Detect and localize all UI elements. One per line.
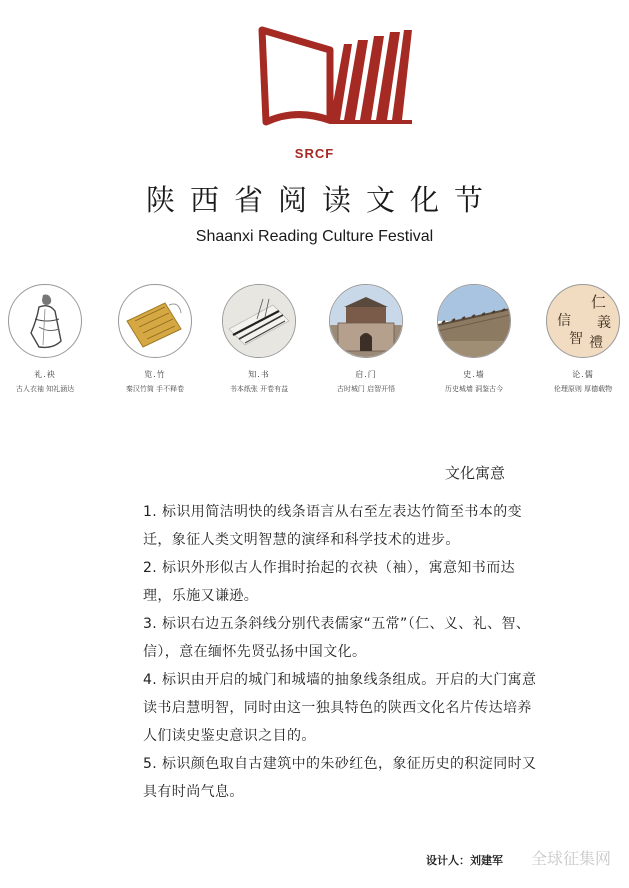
char-ren: 仁 <box>591 293 607 311</box>
festival-title-en: Shaanxi Reading Culture Festival <box>195 228 434 245</box>
virtue-characters-icon <box>546 284 620 358</box>
designer-credit: 设计人：刘建军 <box>426 854 503 867</box>
concept-item-zhi <box>204 284 314 394</box>
meaning-point: 1. 标识用简洁明快的线条语言从右至左表达竹简至书本的变迁，象征人类文明智慧的演绎和科学技术的进步。 <box>143 504 523 548</box>
char-li: 禮 <box>589 335 603 351</box>
concept-name: 启.门 <box>355 370 377 379</box>
srcf-logo <box>252 22 418 154</box>
meaning-point: 5. 标识颜色取自古建筑中的朱砂红色，象征历史的积淀同时又具有时尚气息。 <box>143 756 537 800</box>
concept-name: 览.竹 <box>144 370 166 379</box>
watermark: 全球征集网 <box>531 849 612 868</box>
concept-desc: 古人衣袖 知礼涵达 <box>15 385 75 393</box>
logo-acronym: SRCF <box>294 146 335 161</box>
ink-brush-icon <box>222 284 296 358</box>
meaning-point: 2. 标识外形似古人作揖时抬起的衣袂（袖），寓意知书而达理，乐施又谦逊。 <box>143 560 516 604</box>
book-gate-logo-icon <box>252 22 418 154</box>
meaning-list <box>143 498 543 806</box>
concept-circles <box>0 284 629 404</box>
city-wall-icon <box>437 284 511 358</box>
concept-item-li <box>0 284 100 394</box>
concept-item-shi <box>419 284 529 394</box>
concept-item-qi <box>311 284 421 394</box>
confucius-figure-icon <box>8 284 82 358</box>
meaning-point: 3. 标识右边五条斜线分别代表儒家“五常”（仁、义、礼、智、信），意在缅怀先贤弘扬中国文化。 <box>143 616 531 660</box>
concept-desc: 历史城墙 洞鉴古今 <box>444 385 504 393</box>
concept-desc: 古时城门 启智开悟 <box>336 385 396 393</box>
concept-desc: 书本纸张 开卷有益 <box>229 385 289 393</box>
city-gate-icon <box>329 284 403 358</box>
concept-item-lan <box>100 284 210 394</box>
concept-desc: 秦汉竹简 手不释卷 <box>125 385 185 393</box>
festival-title-cn: 陕西省阅读文化节 <box>145 183 498 217</box>
concept-item-lun <box>528 284 629 394</box>
concept-name: 论.儒 <box>572 370 594 379</box>
char-zhi: 智 <box>569 331 583 347</box>
char-xin: 信 <box>557 313 571 329</box>
concept-name: 礼.袂 <box>34 370 56 379</box>
concept-name: 知.书 <box>248 370 270 379</box>
meaning-point: 4. 标识由开启的城门和城墙的抽象线条组成。开启的大门寓意读书启慧明智，同时由这一独具特色的陕西文化名片传达培养人们读史鉴史意识之目的。 <box>143 672 537 744</box>
char-yi: 義 <box>597 315 611 331</box>
concept-desc: 伦理原则 厚德载物 <box>553 385 613 393</box>
concept-name: 史.墙 <box>463 370 485 379</box>
section-title: 文化寓意 <box>445 464 506 482</box>
bamboo-slip-icon <box>118 284 192 358</box>
